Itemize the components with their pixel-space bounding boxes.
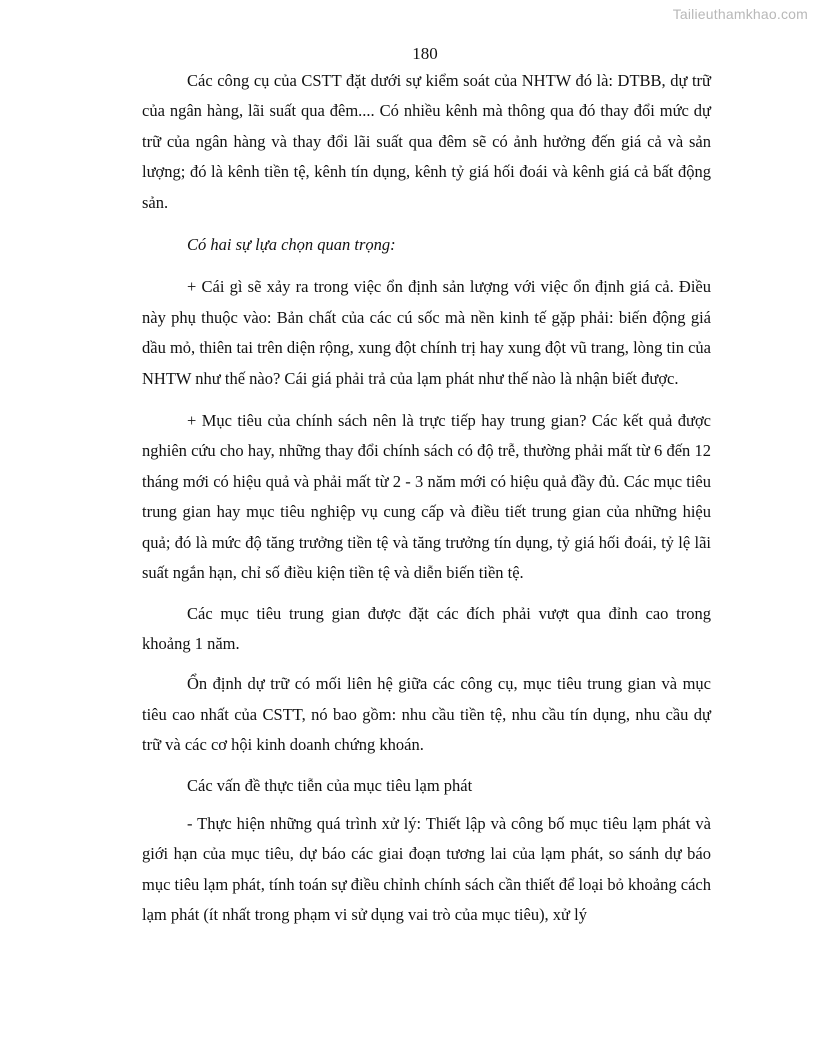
watermark-text: Tailieuthamkhao.com: [672, 6, 808, 22]
paragraph-practical-issues-heading: Các vấn đề thực tiễn của mục tiêu lạm phát: [187, 775, 473, 795]
paragraph-two-choices-heading: Có hai sự lựa chọn quan trọng:: [187, 235, 396, 255]
paragraph-implementation-processes: - Thực hiện những quá trình xử lý: Thiết lập và công bố mục tiêu lạm phát và giới hạn của mục tiêu, dự báo các giai đoạn tương lai của lạm phát, so sánh dự báo mục tiêu lạm phát, tính toán sự điều chỉnh chính sách cần thiết để loại bỏ khoảng cách lạm phát (ít nhất trong phạm vi sử dụng vai trò của mục tiêu), xử lý: [142, 813, 711, 925]
paragraph-intermediate-target-peaks: Các mục tiêu trung gian được đặt các đích phải vượt qua đỉnh cao trong khoảng 1 năm.: [142, 603, 711, 653]
paragraph-direct-or-intermediate-targets: + Mục tiêu của chính sách nên là trực tiếp hay trung gian? Các kết quả được nghiên cứu cho hay, những thay đổi chính sách có độ trễ, thường phải mất từ 6 đến 12 tháng mới có hiệu quả và phải mất từ 2 - 3 năm mới có hiệu quả đầy đủ. Các mục tiêu trung gian hay mục tiêu nghiệp vụ cung cấp và điều tiết trung gian của những hiệu quả; đó là mức độ tăng trưởng tiền tệ và tăng trưởng tín dụng, tỷ giá hối đoái, tỷ lệ lãi suất ngắn hạn, chỉ số điều kiện tiền tệ và diễn biến tiền tệ.: [142, 411, 711, 583]
paragraph-output-vs-price-stability: + Cái gì sẽ xảy ra trong việc ổn định sản lượng với việc ổn định giá cả. Điều này phụ thuộc vào: Bản chất của các cú sốc mà nền kinh tế gặp phải: biến động giá dầu mỏ, thiên tai trên diện rộng, xung đột chính trị hay xung đột vũ trang, lòng tin của NHTW như thế nào? Cái giá phải trả của lạm phát như thế nào là nhận biết được.: [142, 277, 711, 388]
page-number: 180: [412, 44, 438, 63]
paragraph-monetary-policy-tools: Các công cụ của CSTT đặt dưới sự kiểm soát của NHTW đó là: DTBB, dự trữ của ngân hàng, lãi suất qua đêm.... Có nhiều kênh mà thông qua đó thay đổi mức dự trữ của ngân hàng và thay đổi lãi suất qua đêm sẽ có ảnh hưởng đến giá cả và sản lượng; đó là kênh tiền tệ, kênh tín dụng, kênh tỷ giá hối đoái và kênh giá cả bất động sản.: [142, 71, 711, 212]
document-body: [142, 66, 711, 931]
paragraph-reserve-stability: Ổn định dự trữ có mối liên hệ giữa các công cụ, mục tiêu trung gian và mục tiêu cao nhất của CSTT, nó bao gồm: nhu cầu tiền tệ, nhu cầu tín dụng, nhu cầu dự trữ và các cơ hội kinh doanh chứng khoán.: [142, 674, 711, 755]
